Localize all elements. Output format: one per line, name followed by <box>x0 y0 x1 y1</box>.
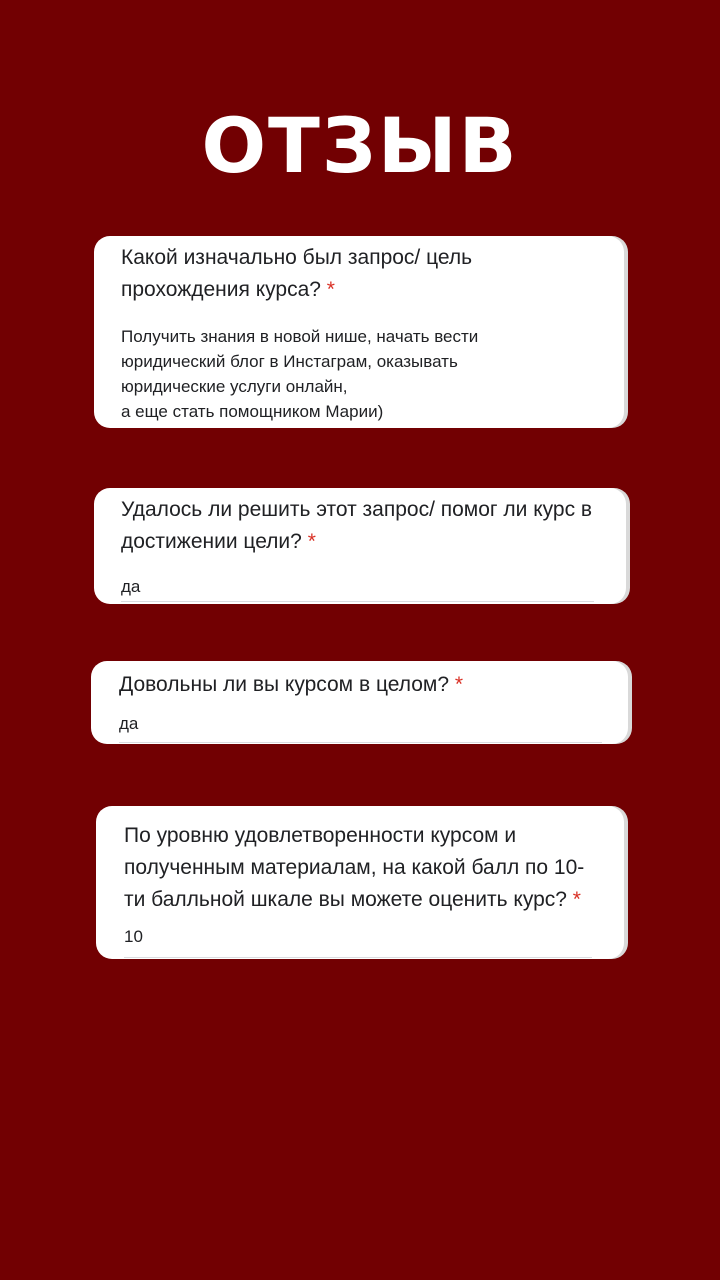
required-asterisk: * <box>307 530 316 553</box>
page-title: ОТЗЫВ <box>201 101 519 190</box>
answer-text: 10 <box>124 927 143 946</box>
question-text <box>121 494 606 558</box>
required-asterisk: * <box>326 278 335 301</box>
question-card-achieved <box>94 488 626 604</box>
required-asterisk: * <box>572 888 581 911</box>
question-label: Довольны ли вы курсом в целом? <box>119 673 450 696</box>
question-card-goal <box>94 236 624 428</box>
question-label: Удалось ли решить этот запрос/ помог ли курс в достижении цели? <box>121 498 593 553</box>
answer-text: да <box>121 577 141 596</box>
answer-underline <box>121 601 594 602</box>
question-card-rating <box>96 806 624 959</box>
question-label: Какой изначально был запрос/ цель прохождения курса? <box>121 246 473 301</box>
question-text <box>121 242 604 306</box>
question-card-satisfied <box>91 661 628 744</box>
answer-text: Получить знания в новой нише, начать вести юридический блог в Инстаграм, оказывать юридические услуги онлайн, а еще стать помощником Марии) <box>121 327 479 421</box>
required-asterisk: * <box>454 673 464 696</box>
answer-text: да <box>119 714 139 733</box>
question-label: По уровню удовлетворенности курсом и полученным материалам, на какой балл по 10-ти балльной шкале вы можете оценить курс? <box>124 824 585 911</box>
question-text <box>124 820 604 916</box>
answer-underline <box>119 742 602 743</box>
answer-underline <box>124 957 592 958</box>
question-text <box>119 669 608 701</box>
